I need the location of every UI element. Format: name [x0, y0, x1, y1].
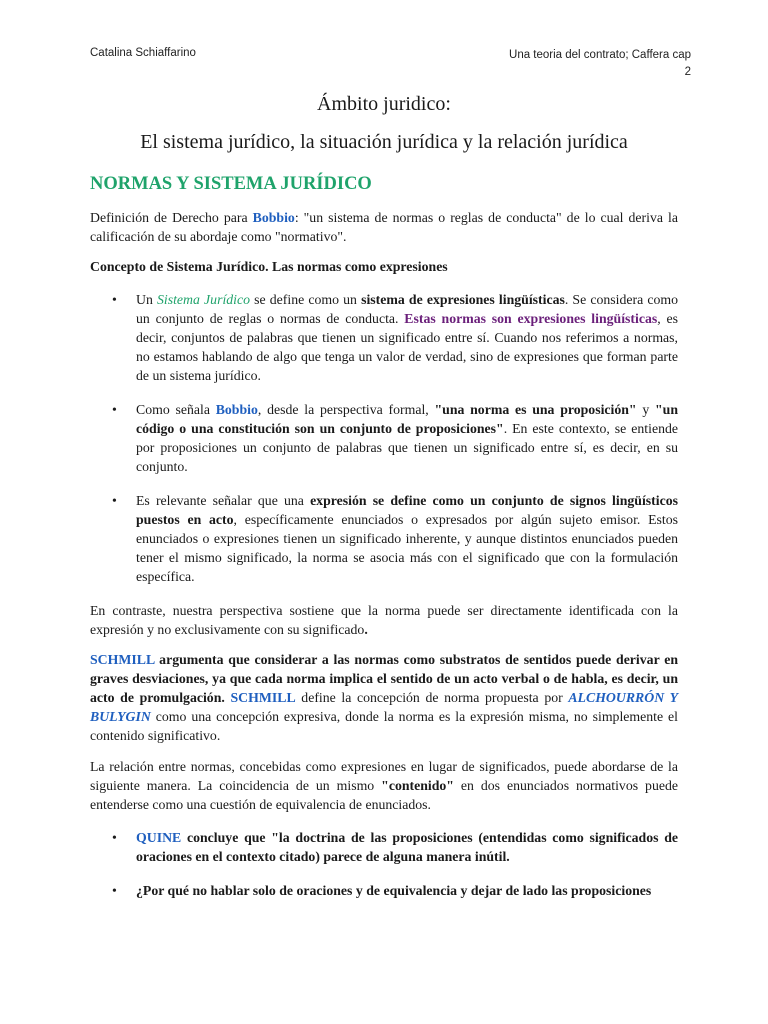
header-source-title: Una teoria del contrato; Caffera cap — [509, 49, 691, 61]
bullet-icon: • — [112, 493, 117, 508]
list-item — [90, 491, 678, 586]
text-run: Como señala — [136, 402, 216, 417]
text-run: Definición de Derecho para — [90, 210, 253, 225]
bold-run: "una norma es una proposición" — [434, 402, 637, 417]
document-subtitle: El sistema jurídico, la situación jurídica y la relación jurídica — [140, 131, 628, 153]
list-item — [90, 828, 678, 866]
text-run: Es relevante señalar que una — [136, 493, 311, 508]
text-run: , específicamente enunciados o expresados por algún sujeto emisor. Estos enunciados o expresiones tienen un significado inherente, y aunque distintos enunciados pueden tener el mismo significado, la norma se asocia más con el significado que con la formulación específica. — [136, 512, 679, 584]
subheading: Concepto de Sistema Jurídico. Las normas como expresiones — [90, 259, 448, 274]
text-run: La relación entre normas, concebidas como expresiones en lugar de significados, puede abordarse de la siguiente manera. La coincidencia de un mismo — [90, 759, 678, 793]
bold-run: ¿Por qué no hablar solo de oraciones y de equivalencia y dejar de lado las proposiciones — [136, 883, 652, 898]
header-author: Catalina Schiaffarino — [90, 47, 196, 59]
bullet-icon: • — [112, 402, 117, 417]
list-item — [90, 881, 678, 900]
bullet-list-1 — [90, 290, 678, 586]
relation-paragraph — [90, 757, 678, 814]
text-run: , es decir, conjuntos de palabras que tienen un significado entre sí. Cuando nos referimos a normas, no estamos hablando de algo que tenga un valor de verdad, sino de expresiones que forman parte de un sistema jurídico. — [136, 311, 678, 383]
bold-run: sistema de expresiones lingüísticas — [361, 292, 565, 307]
alchourron-bulygin-name: ALCHOURRÓN Y BULYGIN — [90, 690, 679, 724]
bobbio-name: Bobbio — [252, 210, 295, 225]
text-run: como una concepción expresiva, donde la norma es la expresión misma, no simplemente el contenido significativo. — [90, 709, 678, 743]
definition-paragraph — [90, 208, 678, 246]
document-body — [90, 93, 678, 915]
schmill-paragraph — [90, 650, 678, 745]
text-run: . Se considera como un conjunto de reglas o normas de conducta. — [136, 292, 679, 326]
sistema-juridico-term: Sistema Jurídico — [157, 292, 251, 307]
header-source — [509, 47, 691, 81]
text-run: Un — [136, 292, 157, 307]
contrast-paragraph — [90, 601, 678, 639]
bullet-icon: • — [112, 830, 117, 845]
text-run: y — [636, 402, 655, 417]
schmill-name: SCHMILL — [90, 652, 155, 667]
bullet-icon: • — [112, 883, 117, 898]
text-run: : "un sistema de normas o reglas de conducta" de lo cual deriva la calificación de su abordaje como "normativo". — [90, 210, 678, 244]
text-run: En contraste, nuestra perspectiva sostiene que la norma puede ser directamente identificada con la expresión y no exclusivamente con su significado — [90, 603, 678, 637]
bobbio-name: Bobbio — [215, 402, 258, 417]
bold-run: . — [364, 622, 368, 637]
text-run: se define como un — [250, 292, 362, 307]
highlight-purple: Estas normas son expresiones lingüísticas — [404, 311, 658, 326]
text-run: , desde la perspectiva formal, — [257, 402, 435, 417]
text-run: define la concepción de norma propuesta por — [295, 690, 569, 705]
text-run: en dos enunciados normativos puede entenderse como una cuestión de equivalencia de enunciados. — [90, 778, 678, 812]
bold-run: argumenta que considerar a las normas como substratos de sentidos puede derivar en graves desviaciones, ya que cada norma implica el sentido de un acto verbal o de habla, es decir, un acto de promulgación. — [90, 652, 678, 705]
section-heading: NORMAS Y SISTEMA JURÍDICO — [90, 174, 372, 194]
bullet-list-2 — [90, 828, 678, 900]
document-title: Ámbito juridico: — [317, 93, 451, 115]
quine-name: QUINE — [136, 830, 182, 845]
text-run: . En este contexto, se entiende por proposiciones un conjunto de palabras que tienen un significado entre sí, es decir, en su conjunto. — [136, 421, 679, 474]
schmill-name: SCHMILL — [230, 690, 296, 705]
bold-run: "un código o una constitución son un conjunto de proposiciones" — [136, 402, 679, 436]
bold-run: expresión se define como un conjunto de signos lingüísticos puestos en acto — [136, 493, 678, 527]
list-item — [90, 290, 678, 385]
bold-run: "contenido" — [381, 778, 454, 793]
list-item — [90, 400, 678, 476]
header-page-number: 2 — [684, 66, 691, 78]
bullet-icon: • — [112, 292, 117, 307]
bold-run: concluye que "la doctrina de las proposiciones (entendidas como significados de oraciones en el contexto citado) parece de alguna manera inútil. — [136, 830, 678, 864]
